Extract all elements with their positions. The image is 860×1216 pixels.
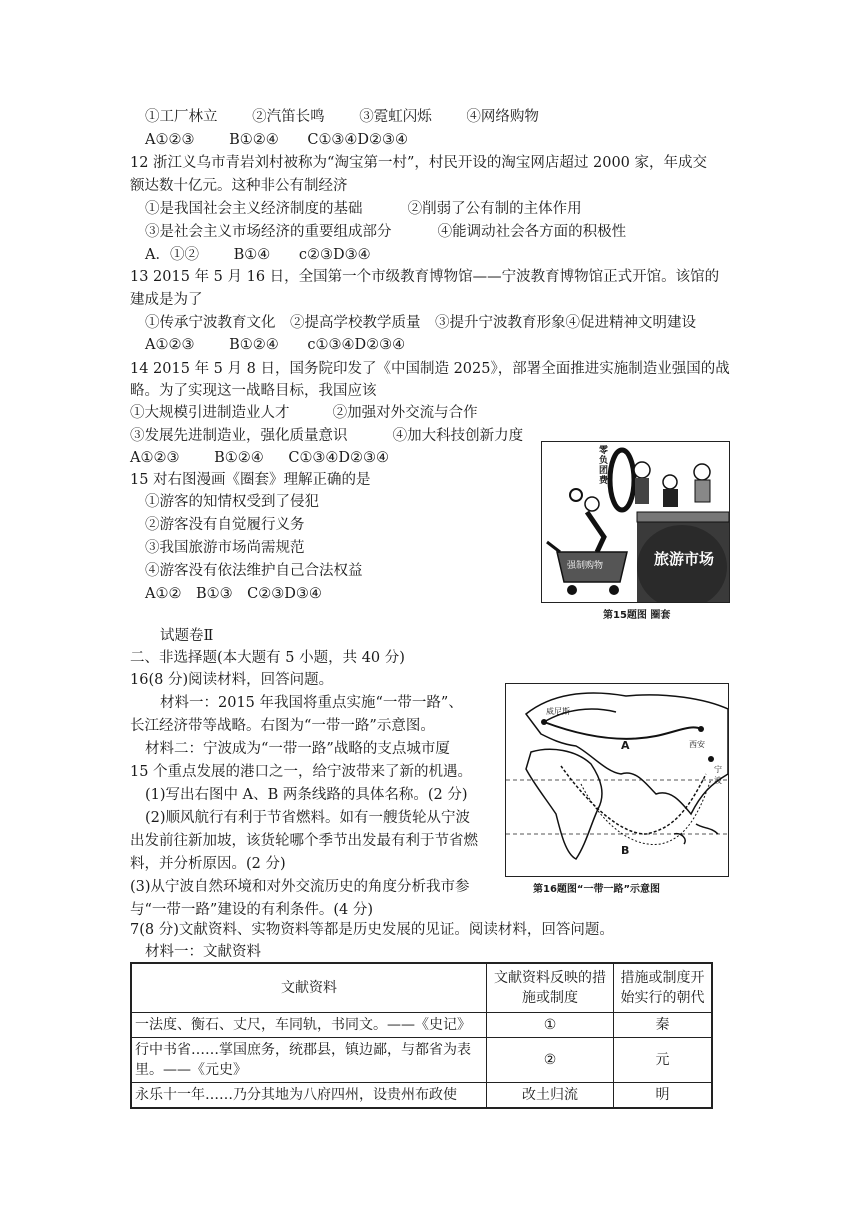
q12-stem: 额达数十亿元。这种非公有制经济 bbox=[130, 178, 348, 194]
q16-material: 15 个重点发展的港口之一，给宁波带来了新的机遇。 bbox=[130, 764, 473, 780]
q15-option: ③我国旅游市场尚需规范 bbox=[145, 540, 305, 556]
q12-options bbox=[145, 222, 626, 242]
document-table bbox=[130, 962, 713, 1109]
q17-material: 材料一：文献资料 bbox=[145, 944, 261, 960]
q12-option: ③是社会主义市场经济的重要组成部分 bbox=[145, 224, 392, 240]
q13-stem: 13 2015 年 5 月 16 日，全国第一个市级教育博物馆——宁波教育博物馆正式开馆。该馆的 bbox=[130, 269, 720, 285]
q12-stem: 12 浙江义乌市青岩刘村被称为“淘宝第一村”，村民开设的淘宝网店超过 2000 家，年成交 bbox=[130, 155, 708, 171]
q12-option: ④能调动社会各方面的积极性 bbox=[437, 224, 627, 240]
q12-answer: c②③D③④ bbox=[298, 247, 371, 263]
q14-option: ①大规模引进制造业人才 bbox=[130, 405, 290, 421]
q16-subquestion: 料，并分析原因。(2 分) bbox=[130, 856, 286, 872]
map-label-venice: 威尼斯 bbox=[546, 707, 570, 716]
cartoon-illustration bbox=[542, 442, 729, 602]
map-illustration bbox=[506, 684, 728, 876]
q14-option: ②加强对外交流与合作 bbox=[332, 405, 478, 421]
map-label-ningbo: 宁波 bbox=[714, 765, 722, 785]
q12-option: ①是我国社会主义经济制度的基础 bbox=[145, 201, 363, 217]
q11-option: ③霓虹闪烁 bbox=[359, 109, 432, 125]
q14-answers bbox=[130, 448, 389, 468]
q12-option: ②削弱了公有制的主体作用 bbox=[407, 201, 582, 217]
q11-answers bbox=[145, 130, 408, 150]
q11-option: ④网络购物 bbox=[466, 109, 539, 125]
table-header: 措施或制度开始实行的朝代 bbox=[614, 963, 713, 1013]
q16-material: 材料二：宁波成为“一带一路”战略的支点城市厦 bbox=[145, 741, 450, 757]
belt-road-map bbox=[505, 683, 729, 877]
q16-subquestion: (2)顺风航行有利于节省燃料。如有一艘货轮从宁波 bbox=[145, 810, 471, 826]
table-header: 文献资料反映的措施或制度 bbox=[487, 963, 614, 1013]
q13-answer: A①②③ bbox=[145, 337, 195, 353]
table-cell: 改土归流 bbox=[487, 1083, 614, 1109]
q16-material: 长江经济带等战略。右图为“一带一路”示意图。 bbox=[130, 718, 435, 734]
table-cell: 明 bbox=[614, 1083, 713, 1109]
table-row bbox=[131, 1013, 712, 1038]
q15-option: ①游客的知情权受到了侵犯 bbox=[145, 494, 319, 510]
q17-stem: 7(8 分)文献资料、实物资料等都是历史发展的见证。阅读材料，回答问题。 bbox=[130, 922, 614, 938]
q16-subquestion: 出发前往新加坡，该货轮哪个季节出发最有利于节省燃 bbox=[130, 833, 478, 849]
q12-answer: B①④ bbox=[233, 247, 271, 263]
table-cell: 元 bbox=[614, 1038, 713, 1083]
q11-answer: A①②③ bbox=[145, 132, 195, 148]
q13-stem: 建成是为了 bbox=[130, 292, 203, 308]
q16-subquestion: (1)写出右图中 A、B 两条线路的具体名称。(2 分) bbox=[145, 787, 468, 803]
q12-options bbox=[145, 199, 582, 219]
q15-option: ④游客没有依法维护自己合法权益 bbox=[145, 563, 363, 579]
table-cell: 永乐十一年……乃分其地为八府四州，设贵州布政使 bbox=[131, 1083, 487, 1109]
q14-option: ④加大科技创新力度 bbox=[392, 428, 524, 444]
ring-label: 零负团费 bbox=[599, 446, 609, 486]
map-label-b: B bbox=[621, 844, 630, 857]
q11-answer: B①②④ bbox=[229, 132, 279, 148]
q16-stem: 16(8 分)阅读材料，回答问题。 bbox=[130, 672, 334, 688]
table-cell: ② bbox=[487, 1038, 614, 1083]
q14-answer: A①②③ bbox=[130, 450, 180, 466]
q13-options: ①传承宁波教育文化 ②提高学校教学质量 ③提升宁波教育形象④促进精神文明建设 bbox=[145, 315, 696, 331]
q14-stem: 略。为了实现这一战略目标，我国应该 bbox=[130, 383, 377, 399]
table-cell: 秦 bbox=[614, 1013, 713, 1038]
q15-stem: 15 对右图漫画《圈套》理解正确的是 bbox=[130, 472, 371, 488]
q12-answers bbox=[145, 245, 371, 265]
q16-subquestion: (3)从宁波自然环境和对外交流历史的角度分析我市参 bbox=[130, 879, 470, 895]
map-label-a: A bbox=[621, 739, 630, 752]
q14-answer: C①③④D②③④ bbox=[288, 450, 390, 466]
q16-material: 材料一：2015 年我国将重点实施“一带一路”、 bbox=[160, 695, 463, 711]
q13-answer: B①②④ bbox=[229, 337, 279, 353]
q13-answers bbox=[145, 335, 405, 355]
q13-answer: c①③④D②③④ bbox=[307, 337, 406, 353]
map-label-xian: 西安 bbox=[689, 740, 705, 749]
table-header-row bbox=[131, 963, 712, 1013]
market-sign: 旅游市场 bbox=[654, 550, 715, 568]
figure-caption: 第16题图“一带一路”示意图 bbox=[533, 884, 661, 895]
q14-answer: B①②④ bbox=[214, 450, 264, 466]
table-row bbox=[131, 1038, 712, 1083]
q11-option: ①工厂林立 bbox=[145, 109, 218, 125]
q14-stem: 14 2015 年 5 月 8 日，国务院印发了《中国制造 2025》，部署全面推进实施制造业强国的战 bbox=[130, 361, 730, 377]
table-cell: 行中书省……掌国庶务，统郡县，镇边鄙，与都省为表里。——《元史》 bbox=[131, 1038, 487, 1083]
q16-subquestion: 与“一带一路”建设的有利条件。(4 分) bbox=[130, 902, 373, 918]
q11-options bbox=[145, 107, 569, 127]
q15-option: ②游客没有自觉履行义务 bbox=[145, 517, 305, 533]
figure-caption: 第15题图 圈套 bbox=[603, 610, 671, 621]
table-row bbox=[131, 1083, 712, 1109]
table-cell: 一法度、衡石、丈尺，车同轨，书同文。——《史记》 bbox=[131, 1013, 487, 1038]
section-title: 试题卷Ⅱ bbox=[160, 628, 214, 644]
q11-option: ②汽笛长鸣 bbox=[252, 109, 325, 125]
q14-options bbox=[130, 426, 523, 446]
table-header: 文献资料 bbox=[131, 963, 487, 1013]
section-heading: 二、非选择题(本大题有 5 小题，共 40 分) bbox=[130, 650, 405, 666]
cart-label: 强制购物 bbox=[567, 561, 604, 571]
q15-answers: A①② B①③ C②③D③④ bbox=[145, 586, 322, 602]
q14-option: ③发展先进制造业，强化质量意识 bbox=[130, 428, 348, 444]
q12-answer: A．①② bbox=[145, 247, 199, 263]
q14-options bbox=[130, 403, 478, 423]
table-cell: ① bbox=[487, 1013, 614, 1038]
cartoon-figure bbox=[541, 441, 730, 603]
q11-answer: C①③④D②③④ bbox=[307, 132, 409, 148]
